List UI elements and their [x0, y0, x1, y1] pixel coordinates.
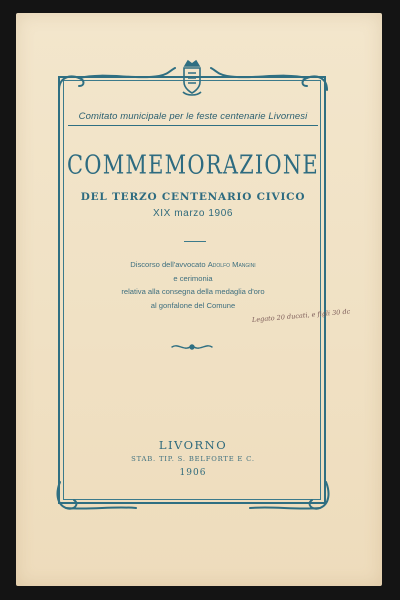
bottom-scroll-ornament-icon: [52, 478, 334, 514]
description-line-3: relativa alla consegna della medaglia d'oro: [121, 287, 265, 296]
handwritten-annotation: Legato 20 ducati, e figli 30 dc: [251, 307, 351, 324]
description-block: [66, 258, 320, 312]
commemoration-date: XIX marzo 1906: [152, 208, 234, 219]
printer-name: STAB. TIP. S. BELFORTE E C.: [131, 455, 255, 463]
publication-city: LIVORNO: [158, 438, 228, 452]
description-line-2: e cerimonia: [173, 273, 213, 283]
committee-heading: Comitato municipale per le feste centenarie Livornesi: [78, 111, 308, 122]
document-title: COMMEMORAZIONE: [67, 149, 319, 180]
header-divider: [68, 125, 318, 126]
description-line-4: al gonfalone del Comune: [150, 300, 236, 310]
description-prefix: Discorso dell'avvocato: [130, 260, 206, 269]
fleuron-ornament-icon: [170, 342, 214, 352]
short-divider: [184, 241, 206, 242]
speaker-name: Adolfo Mangini: [207, 260, 256, 269]
coat-of-arms-icon: [179, 58, 205, 98]
publication-year: 1906: [179, 468, 207, 478]
description-line-1: [66, 258, 320, 272]
document-subtitle: DEL TERZO CENTENARIO CIVICO: [80, 191, 306, 203]
